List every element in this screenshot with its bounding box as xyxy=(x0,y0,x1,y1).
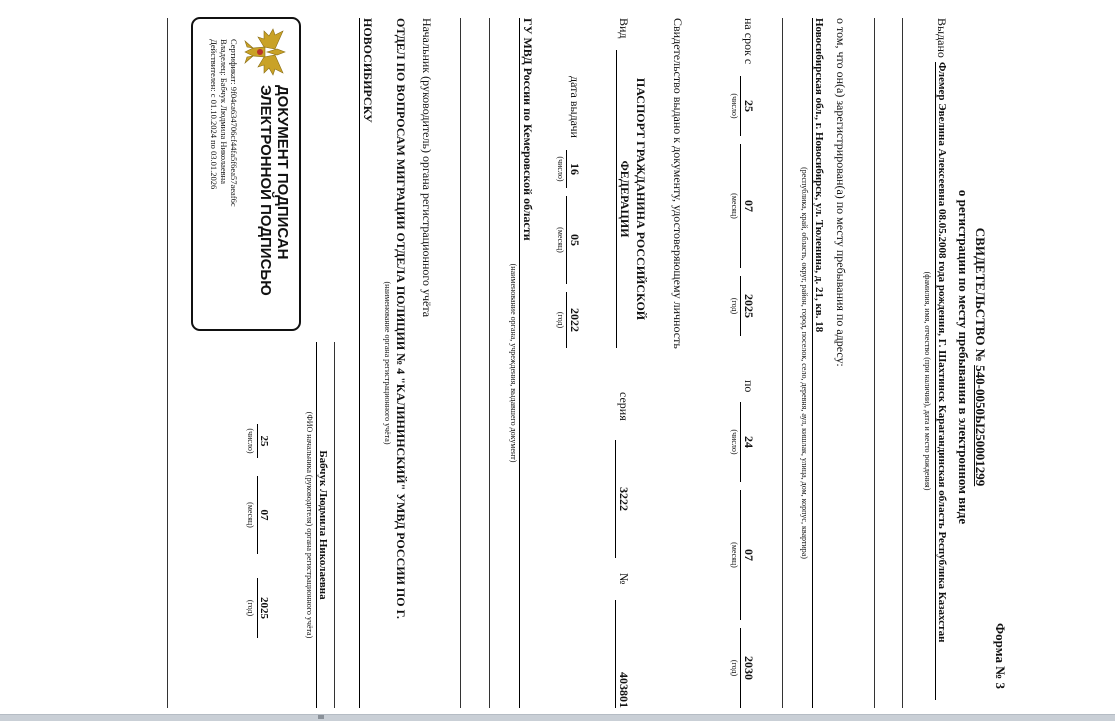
authority-line2: НОВОСИБИРСКУ xyxy=(359,18,375,708)
signer-caption: (ФИО начальника (руководителя) органа регистрационного учёта) xyxy=(305,411,314,639)
doc-type-value xyxy=(616,50,649,348)
stamp-validity: Действителен: с 01.10.2024 по 03.01.2026 xyxy=(209,39,219,190)
term-from-day: 25 xyxy=(740,76,756,136)
stamp-title xyxy=(257,85,291,296)
series-label: серия xyxy=(617,392,631,421)
form-number: Форма № 3 xyxy=(993,623,1008,690)
stamp-title-line2: ЭЛЕКТРОННОЙ ПОДПИСЬЮ xyxy=(257,85,274,296)
issued-to-value: Флемер Эвелина Алексеевна 08.05.2008 года рождения, Г. Шахтинск Карагандинская область Республика Казахстан xyxy=(935,62,948,700)
issued-caption: (фамилия, имя, отчество (при наличии), дата и место рождения) xyxy=(923,271,932,491)
issuer-value: ГУ МВД России по Кемеровской области xyxy=(519,18,535,708)
address-value: Новосибирская обл., г. Новосибирск, ул. Тюленина, д. 21, кв. 18 xyxy=(812,18,825,708)
authority-caption: (наименование органа регистрационного учёта) xyxy=(383,281,392,445)
issue-month: 05 xyxy=(566,196,582,284)
stamp-owner: Владелец: Бабчук Людмила Николаевна xyxy=(219,39,229,184)
sign-day-caption: (число) xyxy=(246,428,255,454)
sign-year-caption: (год) xyxy=(246,599,255,617)
issue-year: 2022 xyxy=(566,292,582,348)
issue-day: 16 xyxy=(566,150,582,188)
certificate-title xyxy=(972,0,988,714)
divider-line xyxy=(782,18,783,708)
doc-type-line1: ПАСПОРТ ГРАЖДАНИНА РОССИЙСКОЙ xyxy=(634,77,648,321)
certificate-number: 540-0050Ы250001299 xyxy=(973,365,988,487)
term-to-day-caption: (число) xyxy=(730,429,739,455)
number-label: № xyxy=(617,573,631,585)
stamp-details xyxy=(209,39,239,207)
doc-number-value: 403801 xyxy=(615,600,631,708)
term-to-month: 07 xyxy=(740,490,756,620)
term-to-year-caption: (год) xyxy=(730,659,739,677)
term-to-label: по xyxy=(742,380,756,393)
doc-type-line2: ФЕДЕРАЦИИ xyxy=(618,160,632,238)
divider-line xyxy=(902,18,903,708)
term-to-year: 2030 xyxy=(740,628,756,708)
scrollbar-thumb[interactable] xyxy=(318,715,324,719)
term-from-month-caption: (месяц) xyxy=(730,193,739,219)
identity-intro: Свидетельство выдано к документу, удостоверяющему личность xyxy=(671,18,685,349)
signer-name: Бабчук Людмила Николаевна xyxy=(316,342,329,708)
electronic-signature-stamp xyxy=(191,17,301,331)
sign-month-caption: (месяц) xyxy=(246,502,255,528)
eagle-emblem-icon xyxy=(241,27,289,77)
term-from-year-caption: (год) xyxy=(730,297,739,315)
term-from-month: 07 xyxy=(740,144,756,268)
authority-line1: ОТДЕЛ ПО ВОПРОСАМ МИГРАЦИИ ОТДЕЛА ПОЛИЦИИ № 4 "КАЛИНИНСКИЙ" УМВД РОССИИ ПО Г. xyxy=(394,18,408,619)
term-to-month-caption: (месяц) xyxy=(730,542,739,568)
term-to-day: 24 xyxy=(740,402,756,482)
divider-line xyxy=(167,18,168,708)
series-value: 3222 xyxy=(615,440,631,558)
sign-year: 2025 xyxy=(257,578,270,638)
stamp-certificate: Сертификат: 9f04ca634706cf44fa5f6ea57aeaf6c xyxy=(229,39,239,207)
title-text: СВИДЕТЕЛЬСТВО № xyxy=(973,227,988,366)
issue-date-label: дата выдачи xyxy=(568,76,582,138)
issue-year-caption: (год) xyxy=(556,311,565,329)
issued-label: Выдано xyxy=(935,18,949,58)
issue-day-caption: (число) xyxy=(556,156,565,182)
address-caption: (республика, край, область, округ, район, город, поселок, село, деревня, аул, кишлак, улица, дом, корпус, квартира) xyxy=(800,167,809,559)
term-from-label: на срок с xyxy=(742,18,756,65)
doc-type-label: Вид xyxy=(617,18,631,39)
divider-line xyxy=(460,18,461,708)
issuer-caption: (наименование органа, учреждения, выдавшего документ) xyxy=(509,263,518,463)
head-label: Начальник (руководитель) органа регистрационного учёта xyxy=(420,18,434,318)
registered-text: о том, что он(а) зарегистрирован(а) по месту пребывания по адресу: xyxy=(834,18,848,367)
sign-month: 07 xyxy=(257,476,270,554)
sign-day: 25 xyxy=(257,424,270,458)
issue-month-caption: (месяц) xyxy=(556,227,565,253)
divider-line xyxy=(874,18,875,708)
term-from-year: 2025 xyxy=(740,276,756,336)
stamp-title-line1: ДОКУМЕНТ ПОДПИСАН xyxy=(274,85,291,260)
certificate-subtitle: о регистрации по месту пребывания в электронном виде xyxy=(956,189,971,525)
term-from-day-caption: (число) xyxy=(730,93,739,119)
divider-line xyxy=(489,18,490,708)
signer-top-line xyxy=(334,342,335,708)
